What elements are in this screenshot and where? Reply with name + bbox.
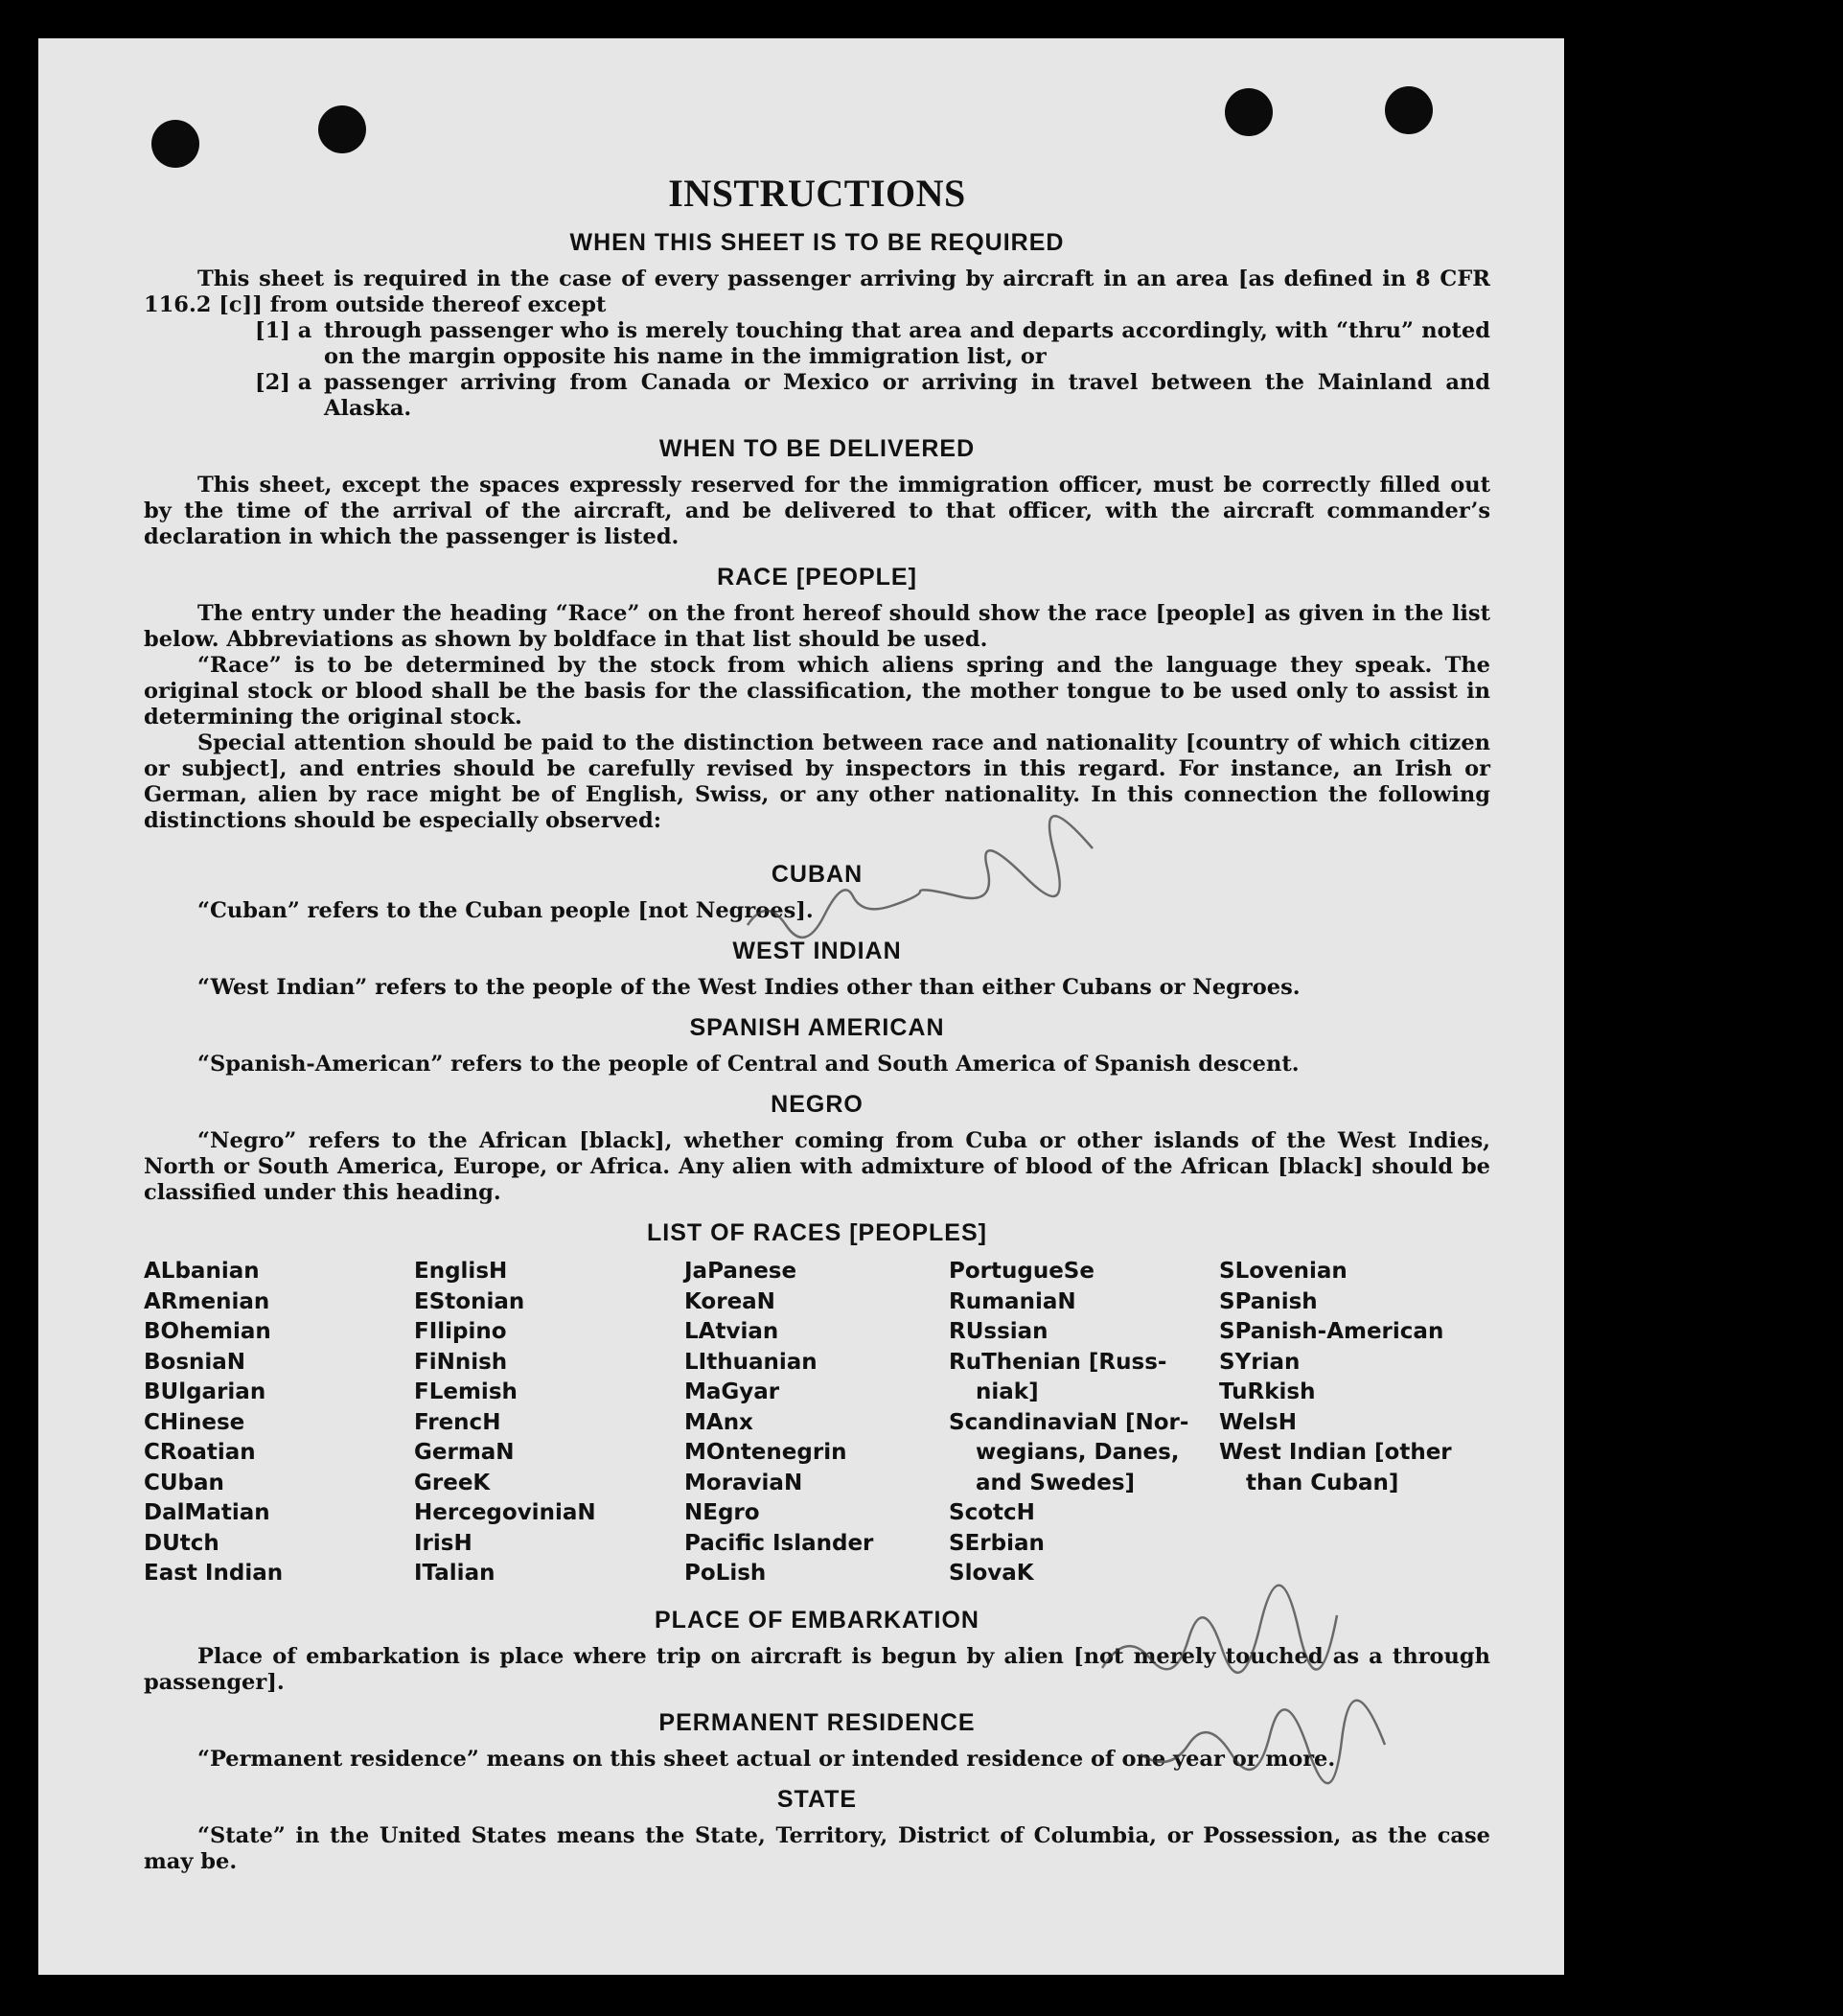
race-entry: ScotcH	[949, 1500, 1035, 1525]
race-entry: SPanish	[1219, 1288, 1318, 1314]
race-entry: SPanish-American	[1219, 1319, 1444, 1344]
race-paragraph-3: Special attention should be paid to the distinction between race and nationality [country of which citizen or subject], and entries should be carefully revised by inspectors in this regard. For instance, an Irish or German, alien by race might be of English, Swiss, or any other nationality. In this connection the following distinctions should be especially observed:	[144, 730, 1490, 833]
race-entry: TuRkish	[1219, 1379, 1316, 1404]
race-entry: FiNnish	[414, 1349, 508, 1375]
west-indian-text: “West Indian” refers to the people of the West Indies other than either Cubans or Negroes.	[197, 975, 1301, 1000]
race-entry: CUban	[144, 1470, 224, 1495]
race-entry: JaPanese	[684, 1259, 797, 1284]
races-list	[144, 1257, 1490, 1589]
item-text: passenger arriving from Canada or Mexico or arriving in travel between the Mainland and Alaska.	[324, 370, 1490, 421]
race-entry: SErbian	[949, 1530, 1045, 1556]
race-entry: SLovenian	[1219, 1259, 1348, 1284]
race-entry: RuThenian [Russ-	[949, 1349, 1167, 1375]
instructions-content	[144, 134, 1490, 1875]
race-entry-continued: and Swedes]	[976, 1470, 1136, 1495]
race-entry: East Indian	[144, 1561, 284, 1586]
races-column-4	[949, 1257, 1219, 1589]
race-entry: EStonian	[414, 1288, 525, 1314]
heading-list-of-races: LIST OF RACES [PEOPLES]	[647, 1219, 987, 1246]
race-entry: CRoatian	[144, 1440, 256, 1465]
race-entry: ScandinaviaN [Nor-	[949, 1409, 1189, 1435]
heading-embarkation: PLACE OF EMBARKATION	[655, 1606, 979, 1634]
race-entry: BOhemian	[144, 1319, 271, 1344]
item-number: [2] a	[255, 370, 312, 395]
race-entry: SYrian	[1219, 1349, 1301, 1375]
embarkation-text: Place of embarkation is place where trip on aircraft is begun by alien [not merely touched as a through passenger].	[144, 1643, 1490, 1695]
race-entry: PoLish	[684, 1561, 767, 1586]
race-entry: EnglisH	[414, 1259, 508, 1284]
race-entry: KoreaN	[684, 1288, 775, 1314]
required-item-1	[255, 318, 1490, 370]
heading-spanish-american: SPANISH AMERICAN	[689, 1014, 945, 1041]
heading-state: STATE	[776, 1785, 858, 1813]
required-intro: This sheet is required in the case of every passenger arriving by aircraft in an area [as defined in 8 CFR 116.2 [c]] from outside thereof except	[144, 266, 1490, 317]
race-entry: FLemish	[414, 1379, 518, 1404]
state-text: “State” in the United States means the State, Territory, District of Columbia, or Possession, as the case may be.	[144, 1822, 1490, 1874]
heading-required: WHEN THIS SHEET IS TO BE REQUIRED	[569, 229, 1065, 256]
race-entry: MaGyar	[684, 1379, 780, 1404]
race-entry: MOntenegrin	[684, 1440, 847, 1465]
race-entry: LAtvian	[684, 1319, 779, 1344]
race-entry: FrencH	[414, 1409, 501, 1435]
race-entry: RUssian	[949, 1319, 1048, 1344]
item-number: [1] a	[255, 318, 312, 343]
race-entry: SlovaK	[949, 1561, 1034, 1586]
race-entry: DUtch	[144, 1530, 219, 1556]
item-text: through passenger who is merely touching that area and departs accordingly, with “thru” noted on the margin opposite his name in the immigration list, or	[324, 318, 1490, 369]
spanish-american-text: “Spanish-American” refers to the people of Central and South America of Spanish descent.	[197, 1052, 1300, 1077]
race-entry-continued: niak]	[976, 1379, 1039, 1404]
race-entry: MoraviaN	[684, 1470, 803, 1495]
negro-text: “Negro” refers to the African [black], whether coming from Cuba or other islands of the West Indies, North or South America, Europe, or Africa. Any alien with admixture of blood of the African [black] should be classified under this heading.	[144, 1128, 1490, 1205]
race-entry: HercegoviniaN	[414, 1500, 596, 1525]
residence-text: “Permanent residence” means on this sheet actual or intended residence of one year or more.	[197, 1746, 1336, 1772]
races-column-5	[1219, 1257, 1490, 1589]
delivered-text: This sheet, except the spaces expressly reserved for the immigration officer, must be correctly filled out by the time of the arrival of the aircraft, and be delivered to that officer, with the aircraft commander’s declaration in which the passenger is listed.	[144, 473, 1490, 549]
races-column-3	[684, 1257, 949, 1589]
race-entry: PortugueSe	[949, 1259, 1094, 1284]
required-item-2	[255, 370, 1490, 422]
race-entry: RumaniaN	[949, 1288, 1076, 1314]
races-column-2	[414, 1257, 684, 1589]
race-entry: BUlgarian	[144, 1379, 266, 1404]
races-column-1	[144, 1257, 414, 1589]
race-entry: ALbanian	[144, 1259, 260, 1284]
race-entry: Pacific Islander	[684, 1530, 874, 1556]
cuban-text: “Cuban” refers to the Cuban people [not Negroes].	[197, 898, 814, 923]
heading-west-indian: WEST INDIAN	[732, 938, 902, 964]
race-entry-continued: than Cuban]	[1246, 1470, 1399, 1495]
race-entry-continued: wegians, Danes,	[976, 1440, 1180, 1465]
heading-negro: NEGRO	[771, 1091, 864, 1118]
heading-permanent-residence: PERMANENT RESIDENCE	[658, 1708, 976, 1736]
document-page	[38, 38, 1564, 1975]
punch-hole-right-2	[1385, 86, 1433, 134]
race-entry: GermaN	[414, 1440, 515, 1465]
page-title: INSTRUCTIONS	[668, 172, 966, 215]
heading-race: RACE [PEOPLE]	[717, 564, 917, 591]
race-entry: LIthuanian	[684, 1349, 818, 1375]
race-entry: ARmenian	[144, 1288, 270, 1314]
race-entry: WelsH	[1219, 1409, 1297, 1435]
race-entry: NEgro	[684, 1500, 760, 1525]
race-paragraph-1: The entry under the heading “Race” on the front hereof should show the race [people] as given in the list below. Abbreviations as shown by boldface in that list should be used.	[144, 601, 1490, 652]
race-entry: ITalian	[414, 1561, 495, 1586]
heading-delivered: WHEN TO BE DELIVERED	[658, 435, 976, 462]
race-entry: GreeK	[414, 1470, 491, 1495]
race-entry: MAnx	[684, 1409, 753, 1435]
race-paragraph-2: “Race” is to be determined by the stock from which aliens spring and the language they speak. The original stock or blood shall be the basis for the classification, the mother tongue to be used only to assist in determining the original stock.	[144, 653, 1490, 730]
race-entry: FIlipino	[414, 1319, 507, 1344]
race-entry: BosniaN	[144, 1349, 246, 1375]
race-entry: DalMatian	[144, 1500, 270, 1525]
race-entry: West Indian [other	[1219, 1440, 1452, 1465]
heading-cuban: CUBAN	[771, 861, 864, 888]
race-entry: CHinese	[144, 1409, 245, 1435]
punch-hole-right-1	[1225, 88, 1273, 136]
race-entry: IrisH	[414, 1530, 472, 1556]
